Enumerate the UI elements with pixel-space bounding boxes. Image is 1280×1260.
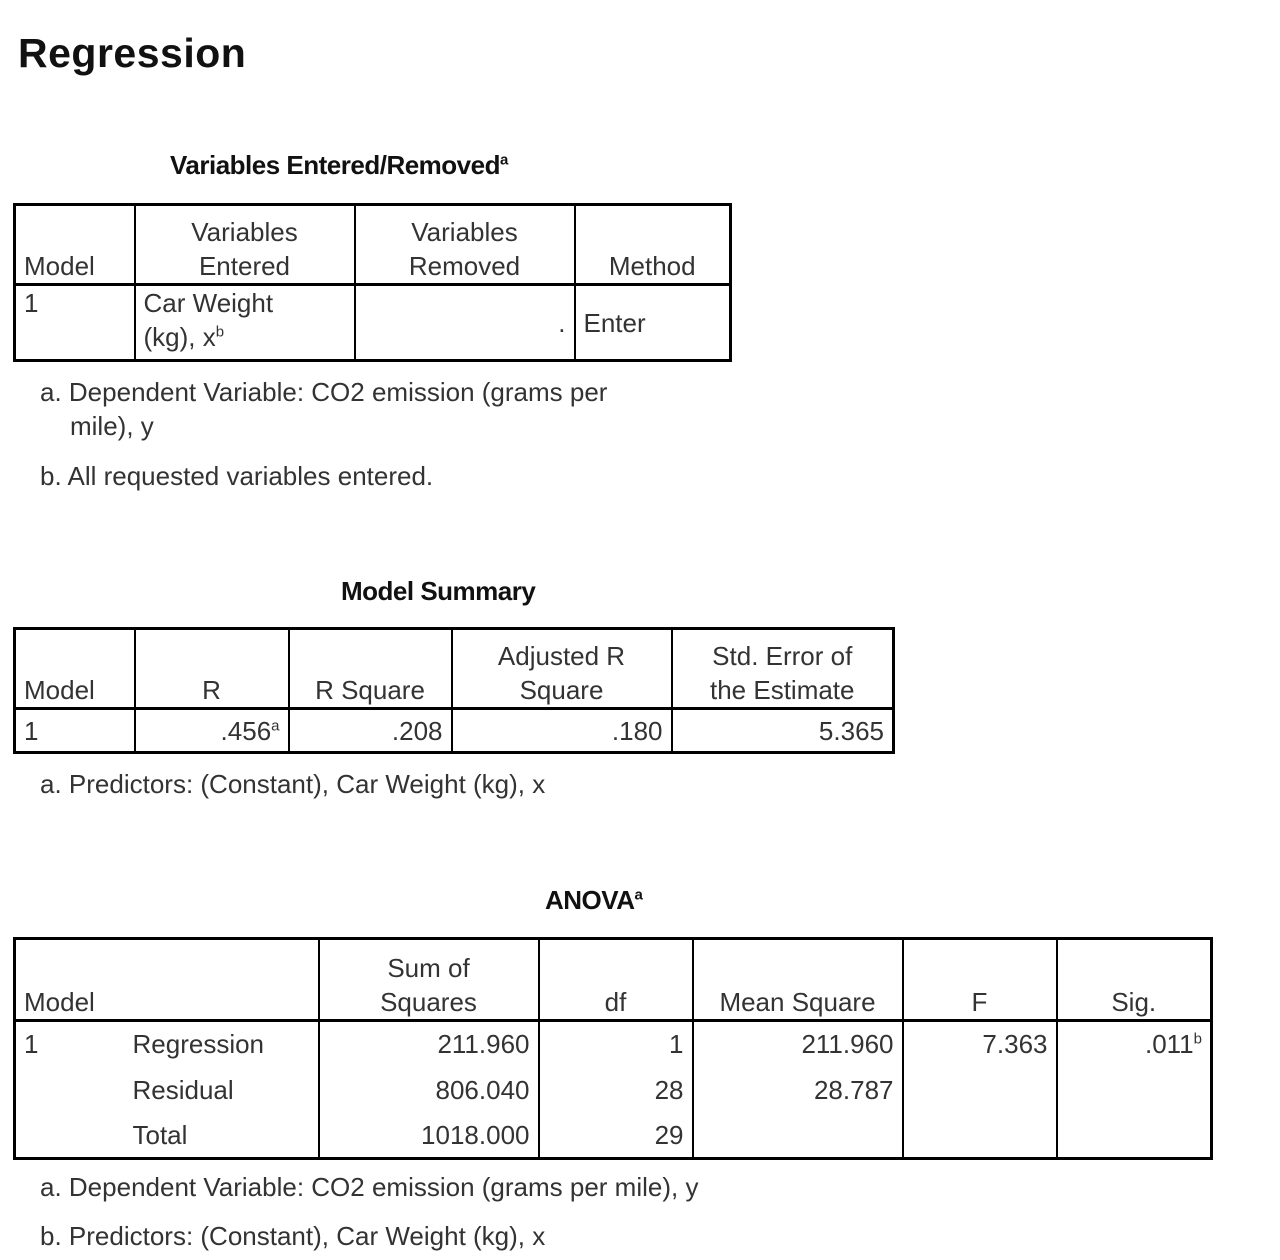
cell-sig <box>1057 1113 1212 1159</box>
anova-footnote-a: a. Dependent Variable: CO2 emission (grams per mile), y <box>40 1172 699 1202</box>
header-variables-entered: Variables Entered <box>135 205 355 285</box>
variables-table-caption <box>170 150 508 181</box>
cell-model: 1 <box>15 709 135 753</box>
table-row <box>15 1021 1212 1067</box>
cell-source: Residual <box>125 1067 319 1113</box>
cell-model <box>15 1067 125 1113</box>
cell-df: 29 <box>539 1113 693 1159</box>
cell-model: 1 <box>24 1029 39 1060</box>
cell-mean-square: 28.787 <box>693 1067 903 1113</box>
cell-sig: .011$^b$ <box>1144 1029 1202 1060</box>
cell-f: 7.363 <box>903 1021 1057 1067</box>
cell-mean-square <box>693 1113 903 1159</box>
r-mark: a <box>271 716 280 734</box>
anova-caption-mark: a <box>634 886 643 904</box>
variables-footnote-a: a. Dependent Variable: CO2 emission (grams per mile), y <box>40 377 608 441</box>
header-variables-removed: Variables Removed <box>355 205 575 285</box>
model-summary-caption: Model Summary <box>341 576 536 606</box>
cell-df: 28 <box>539 1067 693 1113</box>
header-model: Model <box>15 205 135 285</box>
table-row <box>15 1113 1212 1159</box>
cell-mean-square: 211.960 <box>693 1021 903 1067</box>
model-summary-table <box>13 627 895 754</box>
variables-footnote-b: b. All requested variables entered. <box>40 461 434 491</box>
table-row <box>15 709 894 753</box>
header-model: Model <box>15 939 125 1021</box>
anova-caption-text: ANOVA <box>545 885 635 915</box>
cell-f <box>903 1113 1057 1159</box>
header-df: df <box>539 939 693 1021</box>
cell-sig <box>1057 1067 1212 1113</box>
header-adjusted-r-square: Adjusted R Square <box>452 629 672 709</box>
cell-source: Regression <box>125 1021 319 1067</box>
cell-variables-removed: . <box>355 285 575 361</box>
header-f: F <box>903 939 1057 1021</box>
header-mean-square: Mean Square <box>693 939 903 1021</box>
cell-df: 1 <box>539 1021 693 1067</box>
cell-model: 1 <box>15 285 135 361</box>
model-summary-footnote-a: a. Predictors: (Constant), Car Weight (kg), x <box>40 769 546 799</box>
header-method: Method <box>575 205 731 285</box>
entered-mark: b <box>215 323 225 341</box>
variables-caption-text: Variables Entered/Removed <box>170 150 500 180</box>
anova-table <box>13 937 1213 1160</box>
cell-sum-of-squares: 806.040 <box>319 1067 539 1113</box>
table-header-row <box>15 629 894 709</box>
page-title: Regression <box>18 30 247 76</box>
sig-mark: b <box>1193 1030 1202 1048</box>
header-r: R <box>135 629 289 709</box>
table-header-row <box>15 939 1212 1021</box>
cell-sum-of-squares: 211.960 <box>319 1021 539 1067</box>
cell-adjusted-r-square: .180 <box>452 709 672 753</box>
header-std-error: Std. Error of the Estimate <box>672 629 894 709</box>
cell-std-error: 5.365 <box>818 715 884 746</box>
cell-method: Enter <box>583 307 646 338</box>
table-row <box>15 285 731 361</box>
table-row <box>15 1067 1212 1113</box>
table-header-row <box>15 205 731 285</box>
anova-caption <box>545 885 642 916</box>
anova-footnote-b: b. Predictors: (Constant), Car Weight (kg), x <box>40 1221 546 1251</box>
cell-f <box>903 1067 1057 1113</box>
header-r-square: R Square <box>289 629 452 709</box>
cell-model <box>15 1113 125 1159</box>
cell-r-square: .208 <box>289 709 452 753</box>
cell-variables-entered: Car Weight (kg), $x^b$ <box>135 285 355 361</box>
header-sig: Sig. <box>1057 939 1212 1021</box>
header-source <box>125 939 319 1021</box>
cell-r: .456$^a$ <box>135 709 289 753</box>
header-sum-of-squares: Sum of Squares <box>319 939 539 1021</box>
variables-entered-table <box>13 203 732 362</box>
variables-caption-mark: a <box>499 151 508 169</box>
cell-source: Total <box>125 1113 319 1159</box>
cell-sum-of-squares: 1018.000 <box>319 1113 539 1159</box>
header-model: Model <box>15 629 135 709</box>
